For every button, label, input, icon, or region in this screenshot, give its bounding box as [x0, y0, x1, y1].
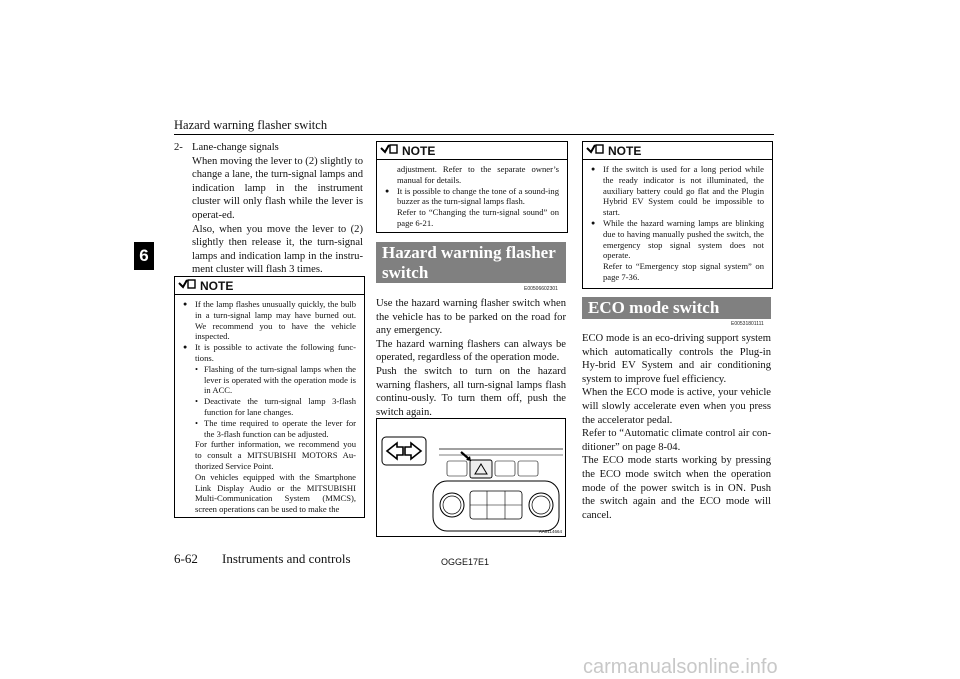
sub-list-item: • The time required to operate the lever for the 3-flash function can be adjusted. — [195, 417, 356, 439]
bullet-icon: ● — [385, 186, 390, 195]
body-paragraph: ECO mode is an eco-driving support system which automatically controls the Plug-in Hy-brid EV System and air conditioning system to improve fuel efficiency. — [582, 333, 771, 385]
note-paragraph: On vehicles equipped with the Smartphone Link Display Audio or the MITSUBISHI Multi-Communication System (MMCS), screen operations can be used to make the — [195, 471, 356, 515]
list-item-lane-change — [174, 141, 363, 277]
note-header — [175, 277, 364, 295]
check-note-icon — [586, 143, 608, 158]
note-paragraph: adjustment. Refer to the separate owner’s manual for details. — [397, 164, 559, 185]
footer-page-number: 6-62 — [174, 551, 198, 566]
note-label: NOTE — [608, 143, 642, 158]
hazard-section-body — [376, 297, 566, 419]
section-heading-eco: ECO mode switch — [582, 297, 771, 319]
note-box-left — [174, 276, 365, 518]
list-item: ● If the switch is used for a long period while the ready indicator is not illuminated, the auxiliary battery could go flat and the Plugin Hybrid EV System could be impossible to start. — [591, 164, 764, 218]
watermark-text: carmanualsonline.info — [583, 656, 778, 678]
note-label: NOTE — [402, 143, 436, 158]
check-note-icon — [178, 278, 200, 293]
note-box-right — [582, 141, 773, 289]
list-item: ● If the lamp flashes unusually quickly, the bulb in a turn-signal lamp may have burned out. We recommend you to have the vehicle inspected. — [183, 299, 356, 342]
header-rule — [174, 134, 774, 135]
list-item: ● It is possible to change the tone of a sound-ing buzzer as the turn-signal lamps flash. — [385, 185, 559, 207]
hazard-switch-illustration — [377, 419, 565, 536]
sub-list-item: • Deactivate the turn-signal lamp 3-flash function for lane changes. — [195, 396, 356, 417]
footer-section-title: Instruments and controls — [222, 551, 351, 566]
section-code: E00506602301 — [524, 286, 558, 292]
check-note-icon — [380, 143, 402, 158]
note-paragraph: Refer to “Changing the turn-signal sound” on page 6-21. — [397, 207, 559, 228]
eco-section-body — [582, 332, 771, 522]
bullet-icon: ● — [183, 343, 188, 352]
body-paragraph: The ECO mode starts working by pressing the ECO mode switch when the operation mode of the power switch is in ON. Push the switch again and the ECO mode will cancel. — [582, 455, 771, 521]
note-header — [377, 142, 567, 160]
list-item: ● It is possible to activate the following func-tions. — [183, 342, 356, 363]
item-number: 2- — [174, 142, 183, 153]
item-paragraph: Also, when you move the lever to (2) slightly then release it, the turn-signal lamps and indication lamp in the instru-ment cluster will flash 3 times. — [192, 223, 363, 276]
hazard-switch-figure — [376, 418, 566, 537]
bullet-icon: ● — [591, 165, 596, 173]
note-paragraph: Refer to “Emergency stop signal system” on page 7-36. — [603, 261, 764, 282]
chapter-tab: 6 — [134, 242, 154, 270]
body-paragraph: Push the switch to turn on the hazard warning flashers, all turn-signal lamps flash continu-ously. To turn them off, push the switch again. — [376, 365, 566, 418]
note-header — [583, 142, 772, 160]
note-paragraph: For further information, we recommend you to consult a MITSUBISHI MOTORS Au-thorized Service Point. — [195, 439, 356, 471]
bullet-icon: ● — [183, 300, 188, 308]
item-paragraph: When moving the lever to (2) slightly to change a lane, the turn-signal lamps and indication lamp in the instrument cluster will only flash while the lever is operat-ed. — [192, 155, 363, 221]
section-code: E00531801111 — [731, 321, 764, 327]
section-heading-hazard: Hazard warning flasher switch — [376, 242, 566, 283]
footer-doc-code: OGGE17E1 — [441, 557, 490, 567]
sub-list-item: • Flashing of the turn-signal lamps when the lever is operated with the operation mode is in ACC. — [195, 363, 356, 396]
body-paragraph: When the ECO mode is active, your vehicle will slowly accelerate even when you press the accelerator pedal. — [582, 387, 771, 426]
list-item: ● While the hazard warning lamps are blinking due to having manually pushed the switch, the emergency stop signal system does not operate. — [591, 217, 764, 261]
item-title: Lane-change signals — [192, 142, 279, 153]
body-paragraph: Refer to “Automatic climate control air con-ditioner” on page 8-04. — [582, 428, 771, 453]
note-label: NOTE — [200, 278, 234, 293]
page-header-title: Hazard warning flasher switch — [174, 118, 328, 132]
body-paragraph: Use the hazard warning flasher switch when the vehicle has to be parked on the road for any emergency. — [376, 298, 566, 337]
figure-code: AA0114664 — [538, 529, 562, 534]
left-column — [174, 141, 363, 277]
body-paragraph: The hazard warning flashers can always be operated, regardless of the operation mode. — [376, 338, 566, 364]
note-box-middle — [376, 141, 568, 233]
bullet-icon: ● — [591, 218, 596, 227]
